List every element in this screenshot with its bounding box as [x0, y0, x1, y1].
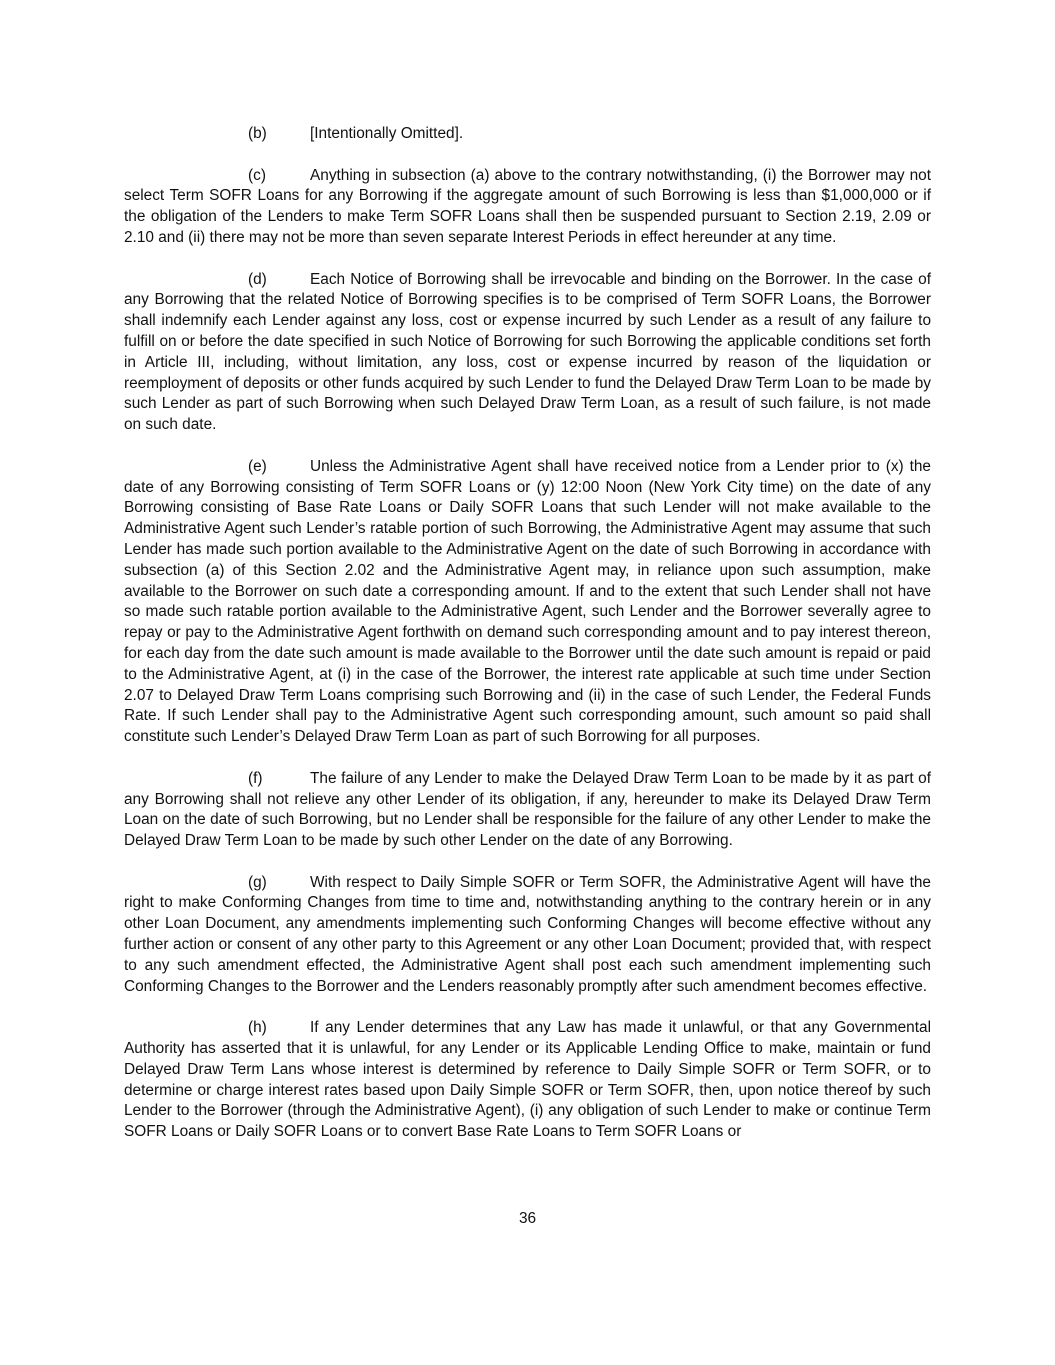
- paragraph-d: [124, 270, 931, 436]
- paragraph-label: (f): [248, 769, 263, 787]
- paragraph-b: [124, 124, 931, 145]
- paragraph-h: [124, 1018, 931, 1143]
- paragraph-label: (g): [248, 873, 267, 891]
- document-body: [124, 124, 931, 1143]
- paragraph-text: The failure of any Lender to make the Delayed Draw Term Loan to be made by it as part of any Borrowing shall not relieve any other Lender of its obligation, if any, hereunder to make its Delayed Draw Term Loan on the date of such Borrowing, but no Lender shall be responsible for the failure of any other Lender to make the Delayed Draw Term Loan to be made by such other Lender on the date of any Borrowing.: [124, 769, 931, 850]
- paragraph-g: [124, 873, 931, 998]
- paragraph-text: Anything in subsection (a) above to the contrary notwithstanding, (i) the Borrower may not select Term SOFR Loans for any Borrowing if the aggregate amount of such Borrowing is less than $1,000,000 or if the obligation of the Lenders to make Term SOFR Loans shall then be suspended pursuant to Section 2.19, 2.09 or 2.10 and (ii) there may not be more than seven separate Interest Periods in effect hereunder at any time.: [124, 166, 931, 246]
- paragraph-c: [124, 166, 931, 249]
- paragraph-text: Each Notice of Borrowing shall be irrevocable and binding on the Borrower. In the case of any Borrowing that the related Notice of Borrowing specifies is to be comprised of Term SOFR Loans, the Borrower shall indemnify each Lender against any loss, cost or expense incurred by such Lender as a result of any failure to fulfill on or before the date specified in such Notice of Borrowing for such Borrowing the applicable conditions set forth in Article III, including, without limitation, any loss, cost or expense incurred by reason of the liquidation or reemployment of deposits or other funds acquired by such Lender to fund the Delayed Draw Term Loan to be made by such Lender as part of such Borrowing when such Delayed Draw Term Loan, as a result of such failure, is not made on such date.: [124, 270, 931, 434]
- paragraph-text: Unless the Administrative Agent shall have received notice from a Lender prior to (x) the date of any Borrowing consisting of Term SOFR Loans or (y) 12:00 Noon (New York City time) on the date of any Borrowing consisting of Base Rate Loans or Daily SOFR Loans that such Lender will not make available to the Administrative Agent such Lender’s ratable portion of such Borrowing, the Administrative Agent may assume that such Lender has made such portion available to the Administrative Agent on the date of such Borrowing in accordance with subsection (a) of this Section 2.02 and the Administrative Agent may, in reliance upon such assumption, make available to the Borrower on such date a corresponding amount. If and to the extent that such Lender shall not have so made such ratable portion available to the Administrative Agent, such Lender and the Borrower severally agree to repay or pay to the Administrative Agent forthwith on demand such corresponding amount and to pay interest thereon, for each day from the date such amount is made available to the Borrower until the date such amount is repaid or paid to the Administrative Agent, at (i) in the case of the Borrower, the interest rate applicable at such time under Section 2.07 to Delayed Draw Term Loans comprising such Borrowing and (ii) in the case of such Lender, the Federal Funds Rate. If such Lender shall pay to the Administrative Agent such corresponding amount, such amount so paid shall constitute such Lender’s Delayed Draw Term Loan as part of such Borrowing for all purposes.: [124, 457, 931, 746]
- paragraph-label: (h): [248, 1019, 267, 1037]
- paragraph-text: With respect to Daily Simple SOFR or Term SOFR, the Administrative Agent will have the right to make Conforming Changes from time to time and, notwithstanding anything to the contrary herein or in any other Loan Document, any amendments implementing such Conforming Changes will become effective without any further action or consent of any other party to this Agreement or any other Loan Document; provided that, with respect to any such amendment effected, the Administrative Agent shall post each such amendment implementing such Conforming Changes to the Borrower and the Lenders reasonably promptly after such amendment becomes effective.: [124, 873, 931, 995]
- paragraph-label: (c): [248, 166, 266, 184]
- page-number: 36: [518, 1210, 537, 1227]
- paragraph-text: If any Lender determines that any Law has made it unlawful, or that any Governmental Authority has asserted that it is unlawful, for any Lender or its Applicable Lending Office to make, maintain or fund Delayed Draw Term Lans whose interest is determined by reference to Daily Simple SOFR or Term SOFR, or to determine or charge interest rates based upon Daily Simple SOFR or Term SOFR, then, upon notice thereof by such Lender to the Borrower (through the Administrative Agent), (i) any obligation of such Lender to make or continue Term SOFR Loans or Daily SOFR Loans or to convert Base Rate Loans to Term SOFR Loans or: [124, 1019, 931, 1141]
- paragraph-label: (d): [248, 270, 267, 288]
- paragraph-f: [124, 769, 931, 852]
- paragraph-text: [Intentionally Omitted].: [310, 125, 464, 142]
- paragraph-label: (e): [248, 457, 267, 475]
- paragraph-e: [124, 457, 931, 748]
- paragraph-label: (b): [248, 125, 267, 142]
